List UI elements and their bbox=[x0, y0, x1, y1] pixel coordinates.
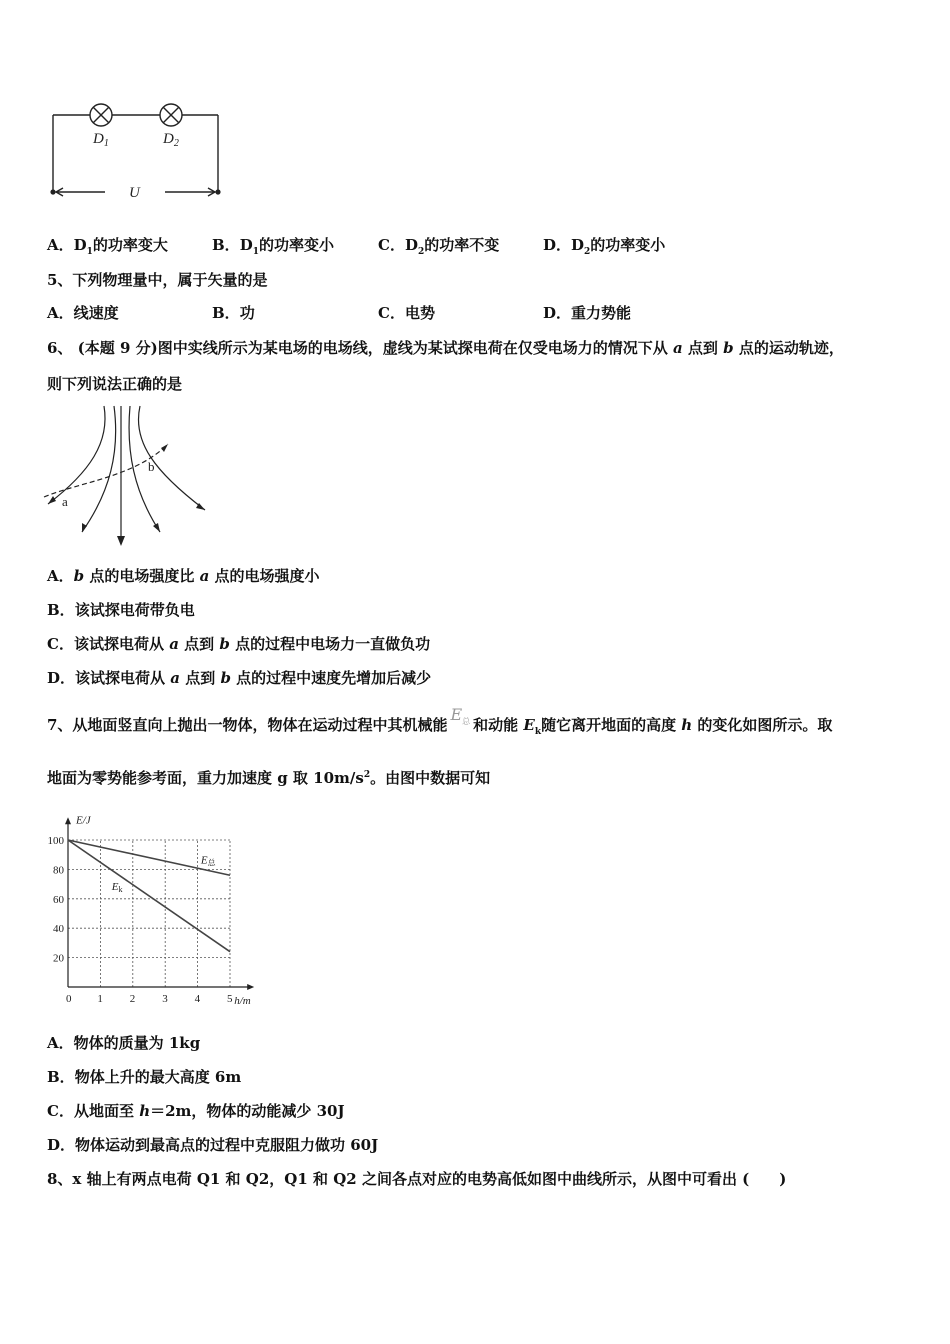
y-axis-label: E/J bbox=[76, 814, 91, 827]
y-tick-label-40: 40 bbox=[53, 923, 64, 936]
terminal-right-icon bbox=[215, 189, 220, 194]
x-tick-label-4: 4 bbox=[194, 993, 201, 1005]
energy-height-chart bbox=[40, 800, 290, 1015]
field-line-4 bbox=[129, 406, 160, 532]
q6-option-a[interactable]: A．b 点的电场强度比 a 点的电场强度小 bbox=[47, 567, 320, 585]
q4-option-c[interactable]: C．$D_2$的功率不变 bbox=[378, 236, 500, 257]
q6-option-b[interactable]: B．该试探电荷带负电 bbox=[47, 601, 195, 619]
series-label-ek: Ek bbox=[111, 880, 123, 894]
x-axis-arrow-icon bbox=[247, 984, 254, 990]
q5-stem: 5、下列物理量中，属于矢量的是 bbox=[47, 271, 268, 289]
circuit-diagram bbox=[45, 95, 245, 205]
x-axis-label: h/m bbox=[234, 995, 251, 1007]
q5-option-c[interactable]: C．电势 bbox=[378, 304, 435, 322]
y-tick-label-20: 20 bbox=[53, 952, 64, 965]
terminal-left-icon bbox=[50, 189, 55, 194]
lamp-d2-label: $D_2$ bbox=[163, 131, 179, 149]
x-tick-label-2: 2 bbox=[129, 993, 136, 1005]
y-tick-label-80: 80 bbox=[53, 864, 64, 877]
q6-option-d[interactable]: D．该试探电荷从 a 点到 b 点的过程中速度先增加后减少 bbox=[47, 669, 432, 687]
field-line-1 bbox=[48, 406, 105, 504]
series-label-e-total: E总 bbox=[200, 854, 216, 868]
field-line-2 bbox=[82, 406, 116, 532]
q7-option-c[interactable]: C．从地面至 h＝2m，物体的动能减少 30J bbox=[47, 1102, 345, 1120]
y-tick-label-100: 100 bbox=[47, 835, 64, 847]
q7-option-d[interactable]: D．物体运动到最高点的过程中克服阻力做功 60J bbox=[47, 1136, 379, 1154]
voltage-label: U bbox=[129, 185, 140, 201]
q6-stem-line2: 则下列说法正确的是 bbox=[47, 375, 183, 393]
x-tick-label-5: 5 bbox=[227, 993, 233, 1005]
x-tick-label-3: 3 bbox=[162, 993, 168, 1005]
y-axis-arrow-icon bbox=[65, 817, 71, 824]
e-total-symbol: $E_总$ bbox=[450, 705, 471, 727]
q7-option-a[interactable]: A．物体的质量为 1kg bbox=[47, 1034, 201, 1052]
x-tick-label-1: 1 bbox=[97, 993, 103, 1005]
q8-stem: 8、x 轴上有两点电荷 Q1 和 Q2，Q1 和 Q2 之间各点对应的电势高低如图中曲线所示，从图中可看出 ( ) bbox=[47, 1170, 787, 1188]
point-a-label: a bbox=[62, 494, 68, 509]
q4-option-a[interactable]: A．$D_1$的功率变大 bbox=[47, 236, 168, 257]
q7-stem-line1: 7、从地面竖直向上抛出一物体，物体在运动过程中其机械能$E_总$ 和动能 $E_k$随它离开地面的高度 h 的变化如图所示。取 bbox=[47, 705, 833, 737]
lamp-d1-label: $D_1$ bbox=[93, 131, 109, 149]
y-tick-label-60: 60 bbox=[53, 893, 64, 906]
electric-field-diagram bbox=[40, 402, 215, 552]
x-tick-label-0: 0 bbox=[66, 993, 72, 1005]
point-b-label: b bbox=[148, 459, 155, 474]
q5-option-a[interactable]: A．线速度 bbox=[47, 304, 119, 322]
q6-option-c[interactable]: C．该试探电荷从 a 点到 b 点的过程中电场力一直做负功 bbox=[47, 635, 431, 653]
q6-stem-line1: 6、 (本题 9 分)图中实线所示为某电场的电场线，虚线为某试探电荷在仅受电场力的情况下从 a 点到 b 点的运动轨迹， bbox=[47, 339, 844, 357]
q5-option-b[interactable]: B．功 bbox=[212, 304, 255, 322]
q5-option-d[interactable]: D．重力势能 bbox=[543, 304, 632, 322]
q4-option-d[interactable]: D．$D_2$的功率变小 bbox=[543, 236, 666, 257]
q4-option-b[interactable]: B．$D_1$的功率变小 bbox=[212, 236, 334, 257]
q7-option-b[interactable]: B．物体上升的最大高度 6m bbox=[47, 1068, 242, 1086]
q7-stem-line2: 地面为零势能参考面，重力加速度 g 取 $10m/s^2$。由图中数据可知 bbox=[47, 769, 491, 787]
field-line-5 bbox=[138, 406, 205, 510]
